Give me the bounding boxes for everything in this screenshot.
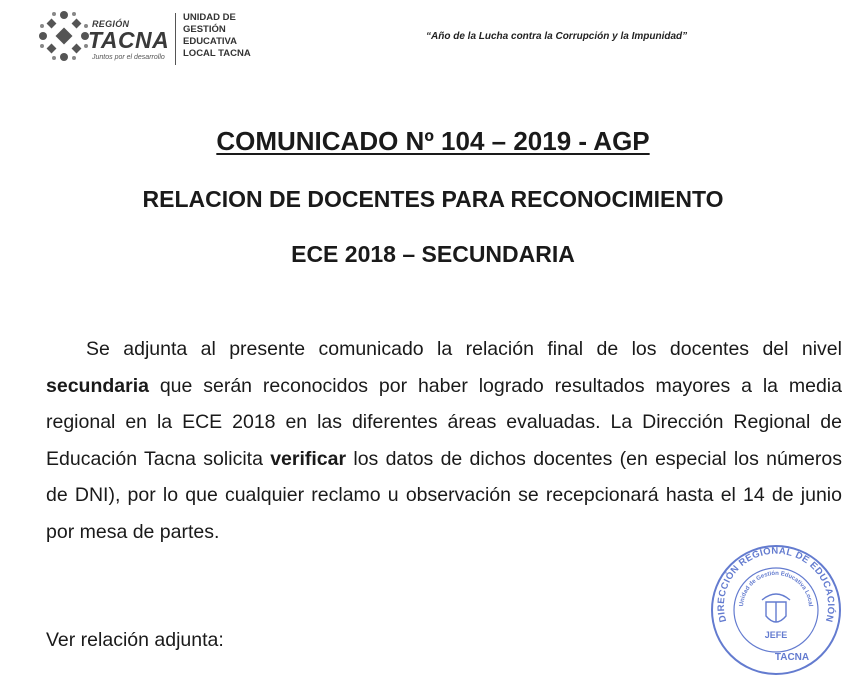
region-name: TACNA	[88, 27, 170, 53]
coat-of-arms-icon	[762, 594, 790, 622]
ugel-line: UNIDAD DE	[183, 12, 236, 23]
seal-outer-text: DIRECCIÓN REGIONAL DE EDUCACIÓN	[715, 545, 837, 624]
region-tagline: Juntos por el desarrollo	[92, 54, 165, 61]
seal-city: TACNA	[774, 652, 810, 663]
ugel-line: GESTIÓN	[183, 24, 226, 35]
header-divider	[175, 13, 176, 65]
body-bold-level: secundaria	[46, 374, 149, 397]
body-text-segment: Se adjunta al presente comunicado la relación final de los docentes del nivel	[86, 338, 842, 360]
ugel-line: LOCAL TACNA	[183, 48, 251, 59]
body-paragraph	[46, 331, 842, 550]
ugel-name	[183, 12, 251, 60]
seal-inner-text: Unidad de Gestión Educativa Local	[738, 570, 813, 607]
tacna-region-logo-icon	[38, 10, 90, 62]
body-text-segment: que serán reconocidos por haber logrado resultados mayores a la media regional en la ECE 2018 en las diferentes áreas evaluadas. La Dirección Regional de Educación Tacna solicita	[46, 374, 842, 470]
attachment-note: Ver relación adjunta:	[46, 629, 224, 651]
body-bold-verify: verificar	[270, 447, 347, 470]
document-subtitle-secondary: ECE 2018 – SECUNDARIA	[291, 241, 575, 267]
body-text-segment: los datos de dichos docentes (en especial los números de DNI), por lo que cualquier reclamo u observación se recepcionará hasta el 14 de junio por mesa de partes.	[46, 447, 842, 543]
region-label: REGIÓN	[92, 19, 130, 29]
document-subtitle: RELACION DE DOCENTES PARA RECONOCIMIENTO	[142, 186, 724, 212]
letterhead	[38, 10, 838, 70]
ugel-line: EDUCATIVA	[183, 36, 238, 47]
document-title: COMUNICADO Nº 104 – 2019 - AGP	[216, 126, 650, 156]
year-motto: “Año de la Lucha contra la Corrupción y la Impunidad”	[426, 31, 688, 42]
seal-label: JEFE	[764, 630, 788, 640]
official-seal-stamp	[706, 538, 846, 678]
